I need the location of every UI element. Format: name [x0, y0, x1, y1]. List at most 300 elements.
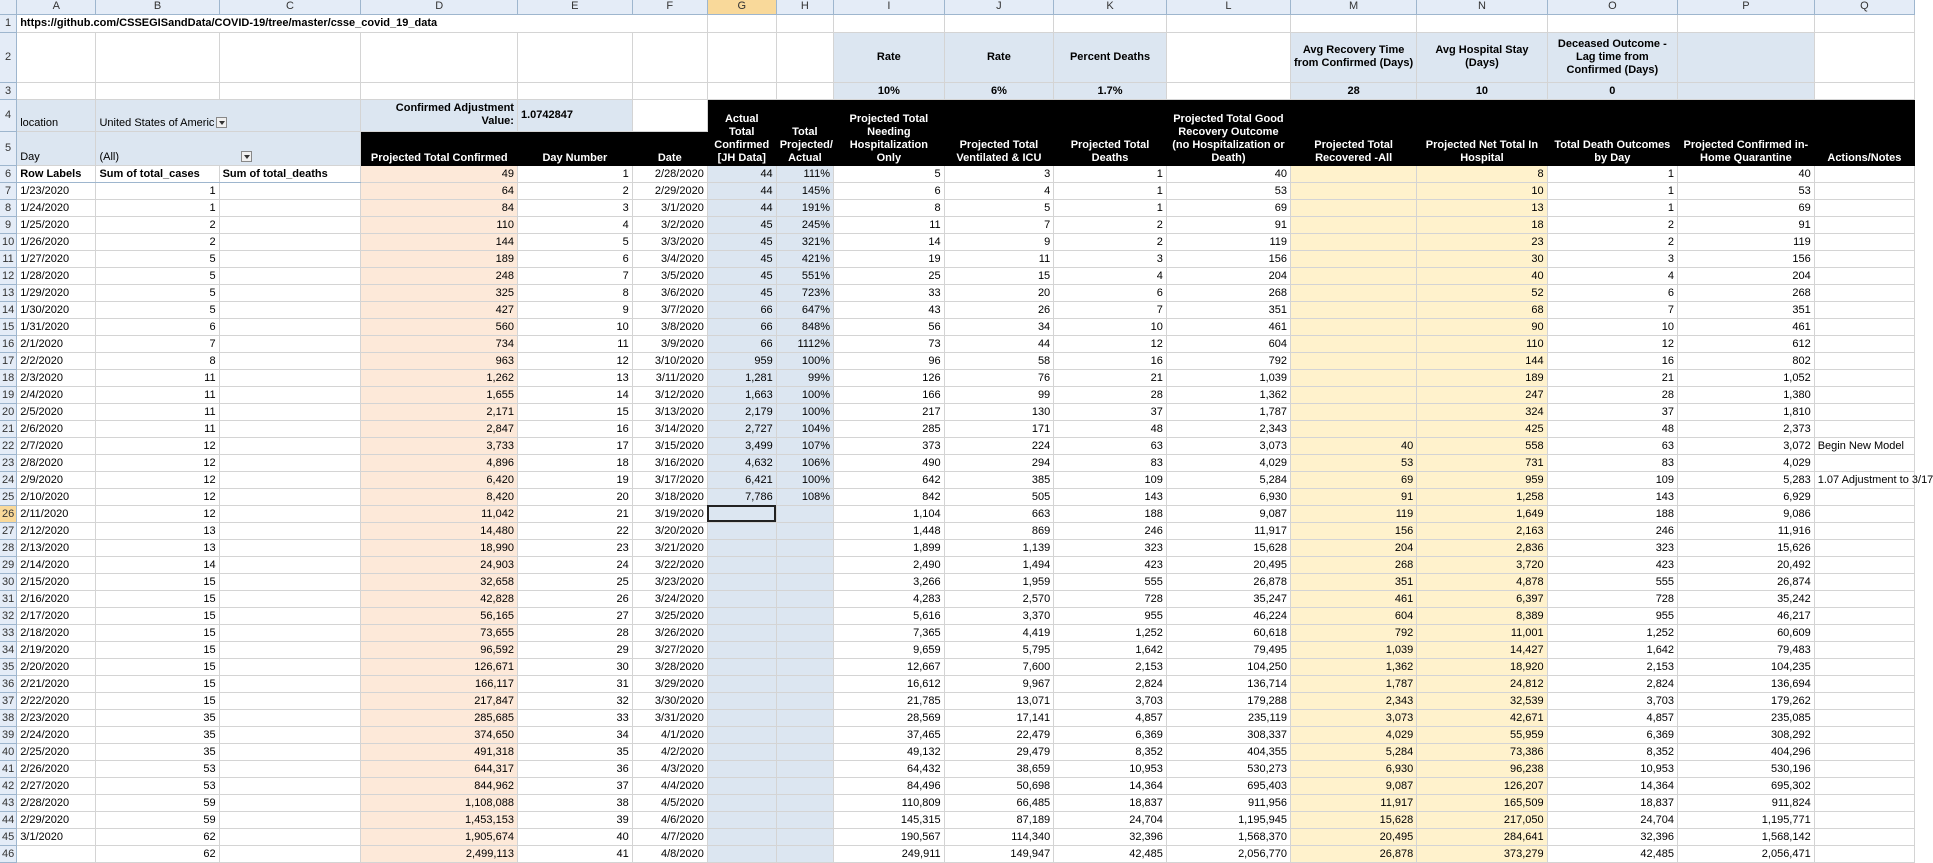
- pivot-total-deaths[interactable]: [219, 522, 361, 539]
- projected-total-confirmed-cell[interactable]: 189: [361, 250, 517, 267]
- total-recovered-cell[interactable]: [1291, 250, 1417, 267]
- pivot-header-row-labels[interactable]: Row Labels: [17, 165, 96, 182]
- row-header[interactable]: 46: [0, 845, 17, 862]
- net-in-hospital-cell[interactable]: 52: [1417, 284, 1547, 301]
- row-header[interactable]: 33: [0, 624, 17, 641]
- projected-total-confirmed-cell[interactable]: 844,962: [361, 777, 517, 794]
- pivot-total-cases[interactable]: 35: [96, 709, 219, 726]
- actual-total-confirmed-cell[interactable]: 959: [707, 352, 776, 369]
- total-recovered-cell[interactable]: 26,878: [1291, 845, 1417, 862]
- net-in-hospital-cell[interactable]: 10: [1417, 182, 1547, 199]
- net-in-hospital-cell[interactable]: 24,812: [1417, 675, 1547, 692]
- good-recovery-cell[interactable]: 1,568,370: [1166, 828, 1290, 845]
- projected-deaths-cell[interactable]: 63: [1054, 437, 1167, 454]
- ventilated-icu-cell[interactable]: 9,967: [944, 675, 1054, 692]
- net-in-hospital-cell[interactable]: 1,649: [1417, 505, 1547, 522]
- pivot-header-total-deaths[interactable]: Sum of total_deaths: [219, 165, 361, 182]
- in-home-quarantine-cell[interactable]: 15,626: [1678, 539, 1815, 556]
- total-recovered-cell[interactable]: 119: [1291, 505, 1417, 522]
- ventilated-icu-cell[interactable]: 11: [944, 250, 1054, 267]
- projected-actual-ratio-cell[interactable]: [776, 845, 833, 862]
- actions-notes-cell[interactable]: [1814, 522, 1914, 539]
- date-cell[interactable]: 2/28/2020: [632, 165, 707, 182]
- ventilated-icu-cell[interactable]: 3,370: [944, 607, 1054, 624]
- row-header[interactable]: 31: [0, 590, 17, 607]
- projected-deaths-cell[interactable]: 1,252: [1054, 624, 1167, 641]
- good-recovery-cell[interactable]: 4,029: [1166, 454, 1290, 471]
- net-in-hospital-cell[interactable]: 110: [1417, 335, 1547, 352]
- projected-deaths-cell[interactable]: 32,396: [1054, 828, 1167, 845]
- pivot-total-deaths[interactable]: [219, 505, 361, 522]
- net-in-hospital-cell[interactable]: 217,050: [1417, 811, 1547, 828]
- death-outcomes-cell[interactable]: 7: [1547, 301, 1677, 318]
- in-home-quarantine-cell[interactable]: 4,029: [1678, 454, 1815, 471]
- date-cell[interactable]: 3/20/2020: [632, 522, 707, 539]
- total-recovered-cell[interactable]: 204: [1291, 539, 1417, 556]
- total-recovered-cell[interactable]: [1291, 284, 1417, 301]
- total-recovered-cell[interactable]: [1291, 318, 1417, 335]
- death-outcomes-cell[interactable]: 18,837: [1547, 794, 1677, 811]
- good-recovery-cell[interactable]: 119: [1166, 233, 1290, 250]
- total-recovered-cell[interactable]: 1,039: [1291, 641, 1417, 658]
- projected-deaths-cell[interactable]: 1,642: [1054, 641, 1167, 658]
- total-recovered-cell[interactable]: 40: [1291, 437, 1417, 454]
- actual-total-confirmed-cell[interactable]: [707, 692, 776, 709]
- needing-hospitalization-cell[interactable]: 49,132: [834, 743, 945, 760]
- good-recovery-cell[interactable]: 35,247: [1166, 590, 1290, 607]
- pivot-row-label[interactable]: 1/26/2020: [17, 233, 96, 250]
- ventilated-icu-cell[interactable]: 76: [944, 369, 1054, 386]
- death-outcomes-cell[interactable]: 728: [1547, 590, 1677, 607]
- death-outcomes-cell[interactable]: 12: [1547, 335, 1677, 352]
- ventilated-icu-cell[interactable]: 505: [944, 488, 1054, 505]
- day-number-cell[interactable]: 27: [517, 607, 632, 624]
- projected-deaths-cell[interactable]: 3: [1054, 250, 1167, 267]
- projected-total-confirmed-cell[interactable]: 2,171: [361, 403, 517, 420]
- pivot-row-label[interactable]: 2/9/2020: [17, 471, 96, 488]
- net-in-hospital-cell[interactable]: 96,238: [1417, 760, 1547, 777]
- net-in-hospital-cell[interactable]: 40: [1417, 267, 1547, 284]
- actions-notes-cell[interactable]: Begin New Model: [1814, 437, 1914, 454]
- row-header[interactable]: 20: [0, 403, 17, 420]
- total-recovered-cell[interactable]: 156: [1291, 522, 1417, 539]
- column-header-g[interactable]: G: [707, 0, 776, 14]
- good-recovery-cell[interactable]: 1,195,945: [1166, 811, 1290, 828]
- actual-total-confirmed-cell[interactable]: 6,421: [707, 471, 776, 488]
- needing-hospitalization-cell[interactable]: 4,283: [834, 590, 945, 607]
- projected-actual-ratio-cell[interactable]: [776, 760, 833, 777]
- in-home-quarantine-cell[interactable]: 204: [1678, 267, 1815, 284]
- date-cell[interactable]: 4/1/2020: [632, 726, 707, 743]
- death-outcomes-cell[interactable]: 323: [1547, 539, 1677, 556]
- projected-total-confirmed-cell[interactable]: 427: [361, 301, 517, 318]
- projected-actual-ratio-cell[interactable]: [776, 794, 833, 811]
- net-in-hospital-cell[interactable]: 30: [1417, 250, 1547, 267]
- projected-actual-ratio-cell[interactable]: 145%: [776, 182, 833, 199]
- pivot-total-deaths[interactable]: [219, 216, 361, 233]
- day-number-cell[interactable]: 2: [517, 182, 632, 199]
- total-recovered-cell[interactable]: 1,787: [1291, 675, 1417, 692]
- projected-deaths-cell[interactable]: 423: [1054, 556, 1167, 573]
- total-recovered-cell[interactable]: 4,029: [1291, 726, 1417, 743]
- pivot-total-deaths[interactable]: [219, 658, 361, 675]
- pivot-total-deaths[interactable]: [219, 692, 361, 709]
- pivot-total-deaths[interactable]: [219, 284, 361, 301]
- good-recovery-cell[interactable]: 1,787: [1166, 403, 1290, 420]
- pivot-row-label[interactable]: 2/15/2020: [17, 573, 96, 590]
- date-cell[interactable]: 3/22/2020: [632, 556, 707, 573]
- good-recovery-cell[interactable]: 3,073: [1166, 437, 1290, 454]
- date-cell[interactable]: 3/18/2020: [632, 488, 707, 505]
- date-cell[interactable]: 3/12/2020: [632, 386, 707, 403]
- pivot-total-deaths[interactable]: [219, 182, 361, 199]
- in-home-quarantine-cell[interactable]: 79,483: [1678, 641, 1815, 658]
- pivot-total-cases[interactable]: 8: [96, 352, 219, 369]
- row-header[interactable]: 14: [0, 301, 17, 318]
- needing-hospitalization-cell[interactable]: 73: [834, 335, 945, 352]
- needing-hospitalization-cell[interactable]: 56: [834, 318, 945, 335]
- date-cell[interactable]: 3/23/2020: [632, 573, 707, 590]
- pivot-total-cases[interactable]: 15: [96, 590, 219, 607]
- ventilated-icu-cell[interactable]: 58: [944, 352, 1054, 369]
- projected-actual-ratio-cell[interactable]: [776, 743, 833, 760]
- pivot-row-label[interactable]: 1/31/2020: [17, 318, 96, 335]
- pivot-total-deaths[interactable]: [219, 590, 361, 607]
- net-in-hospital-cell[interactable]: 23: [1417, 233, 1547, 250]
- needing-hospitalization-cell[interactable]: 5,616: [834, 607, 945, 624]
- total-recovered-cell[interactable]: 5,284: [1291, 743, 1417, 760]
- actions-notes-cell[interactable]: [1814, 590, 1914, 607]
- pivot-total-deaths[interactable]: [219, 454, 361, 471]
- good-recovery-cell[interactable]: 792: [1166, 352, 1290, 369]
- pivot-total-cases[interactable]: 1: [96, 199, 219, 216]
- projected-actual-ratio-cell[interactable]: [776, 692, 833, 709]
- pivot-total-cases[interactable]: 2: [96, 233, 219, 250]
- projected-total-confirmed-cell[interactable]: 96,592: [361, 641, 517, 658]
- in-home-quarantine-cell[interactable]: 5,283: [1678, 471, 1815, 488]
- death-outcomes-cell[interactable]: 955: [1547, 607, 1677, 624]
- needing-hospitalization-cell[interactable]: 249,911: [834, 845, 945, 862]
- projected-total-confirmed-cell[interactable]: 42,828: [361, 590, 517, 607]
- projected-total-confirmed-cell[interactable]: 325: [361, 284, 517, 301]
- projected-deaths-cell[interactable]: 8,352: [1054, 743, 1167, 760]
- actions-notes-cell[interactable]: [1814, 352, 1914, 369]
- actual-total-confirmed-cell[interactable]: 45: [707, 250, 776, 267]
- pivot-total-cases[interactable]: 15: [96, 573, 219, 590]
- row-header[interactable]: 40: [0, 743, 17, 760]
- death-outcomes-cell[interactable]: 1,642: [1547, 641, 1677, 658]
- date-cell[interactable]: 3/17/2020: [632, 471, 707, 488]
- projected-actual-ratio-cell[interactable]: [776, 726, 833, 743]
- pivot-total-deaths[interactable]: [219, 386, 361, 403]
- icu-rate-value[interactable]: 6%: [944, 82, 1054, 99]
- ventilated-icu-cell[interactable]: 9: [944, 233, 1054, 250]
- actual-total-confirmed-cell[interactable]: [707, 539, 776, 556]
- projected-actual-ratio-cell[interactable]: 421%: [776, 250, 833, 267]
- total-recovered-cell[interactable]: 3,073: [1291, 709, 1417, 726]
- good-recovery-cell[interactable]: 404,355: [1166, 743, 1290, 760]
- net-in-hospital-cell[interactable]: 55,959: [1417, 726, 1547, 743]
- projected-actual-ratio-cell[interactable]: 321%: [776, 233, 833, 250]
- in-home-quarantine-cell[interactable]: 2,056,471: [1678, 845, 1815, 862]
- total-recovered-cell[interactable]: 69: [1291, 471, 1417, 488]
- total-recovered-cell[interactable]: 53: [1291, 454, 1417, 471]
- filter-dropdown-icon[interactable]: [216, 117, 227, 128]
- net-in-hospital-cell[interactable]: 425: [1417, 420, 1547, 437]
- net-in-hospital-cell[interactable]: 3,720: [1417, 556, 1547, 573]
- day-number-cell[interactable]: 22: [517, 522, 632, 539]
- date-cell[interactable]: 3/1/2020: [632, 199, 707, 216]
- pivot-total-cases[interactable]: 5: [96, 250, 219, 267]
- day-number-cell[interactable]: 5: [517, 233, 632, 250]
- pivot-total-cases[interactable]: 5: [96, 301, 219, 318]
- projected-deaths-cell[interactable]: 555: [1054, 573, 1167, 590]
- row-header[interactable]: 13: [0, 284, 17, 301]
- pivot-row-label[interactable]: 2/2/2020: [17, 352, 96, 369]
- needing-hospitalization-cell[interactable]: 28,569: [834, 709, 945, 726]
- total-recovered-cell[interactable]: 792: [1291, 624, 1417, 641]
- pivot-total-cases[interactable]: 15: [96, 624, 219, 641]
- pivot-total-cases[interactable]: 12: [96, 488, 219, 505]
- in-home-quarantine-cell[interactable]: 308,292: [1678, 726, 1815, 743]
- actions-notes-cell[interactable]: [1814, 403, 1914, 420]
- projected-actual-ratio-cell[interactable]: 108%: [776, 488, 833, 505]
- needing-hospitalization-cell[interactable]: 145,315: [834, 811, 945, 828]
- cell[interactable]: [517, 32, 632, 82]
- net-in-hospital-cell[interactable]: 373,279: [1417, 845, 1547, 862]
- cell[interactable]: [707, 82, 776, 99]
- in-home-quarantine-cell[interactable]: 156: [1678, 250, 1815, 267]
- projected-deaths-cell[interactable]: 10: [1054, 318, 1167, 335]
- row-header[interactable]: 19: [0, 386, 17, 403]
- projected-total-confirmed-cell[interactable]: 734: [361, 335, 517, 352]
- pivot-row-label[interactable]: 2/23/2020: [17, 709, 96, 726]
- in-home-quarantine-cell[interactable]: 1,810: [1678, 403, 1815, 420]
- actions-notes-cell[interactable]: [1814, 573, 1914, 590]
- cell[interactable]: [361, 32, 517, 82]
- net-in-hospital-cell[interactable]: 126,207: [1417, 777, 1547, 794]
- projected-total-confirmed-cell[interactable]: 73,655: [361, 624, 517, 641]
- ventilated-icu-cell[interactable]: 29,479: [944, 743, 1054, 760]
- cell[interactable]: [1814, 14, 1914, 32]
- header-total-projected-actual[interactable]: Total Projected/ Actual: [776, 99, 833, 165]
- pivot-row-label[interactable]: 2/16/2020: [17, 590, 96, 607]
- projected-actual-ratio-cell[interactable]: 100%: [776, 352, 833, 369]
- header-projected-total-confirmed[interactable]: Projected Total Confirmed: [361, 131, 517, 165]
- actual-total-confirmed-cell[interactable]: [707, 505, 776, 522]
- actions-notes-cell[interactable]: [1814, 709, 1914, 726]
- good-recovery-cell[interactable]: 695,403: [1166, 777, 1290, 794]
- projected-total-confirmed-cell[interactable]: 2,499,113: [361, 845, 517, 862]
- pivot-total-cases[interactable]: 5: [96, 267, 219, 284]
- pivot-total-deaths[interactable]: [219, 743, 361, 760]
- ventilated-icu-cell[interactable]: 50,698: [944, 777, 1054, 794]
- death-outcomes-cell[interactable]: 21: [1547, 369, 1677, 386]
- date-cell[interactable]: 4/6/2020: [632, 811, 707, 828]
- pivot-row-label[interactable]: 2/26/2020: [17, 760, 96, 777]
- needing-hospitalization-cell[interactable]: 6: [834, 182, 945, 199]
- cell[interactable]: [1814, 82, 1914, 99]
- projected-actual-ratio-cell[interactable]: 100%: [776, 471, 833, 488]
- actions-notes-cell[interactable]: [1814, 505, 1914, 522]
- net-in-hospital-cell[interactable]: 42,671: [1417, 709, 1547, 726]
- source-url-cell[interactable]: https://github.com/CSSEGISandData/COVID-19/tree/master/csse_covid_19_data: [17, 14, 708, 32]
- projected-total-confirmed-cell[interactable]: 1,108,088: [361, 794, 517, 811]
- ventilated-icu-cell[interactable]: 7: [944, 216, 1054, 233]
- projected-actual-ratio-cell[interactable]: [776, 590, 833, 607]
- projected-deaths-cell[interactable]: 6,369: [1054, 726, 1167, 743]
- actions-notes-cell[interactable]: [1814, 692, 1914, 709]
- total-recovered-cell[interactable]: [1291, 216, 1417, 233]
- pivot-total-cases[interactable]: 59: [96, 811, 219, 828]
- projected-total-confirmed-cell[interactable]: 14,480: [361, 522, 517, 539]
- day-number-cell[interactable]: 10: [517, 318, 632, 335]
- projected-total-confirmed-cell[interactable]: 285,685: [361, 709, 517, 726]
- good-recovery-cell[interactable]: 204: [1166, 267, 1290, 284]
- day-number-cell[interactable]: 7: [517, 267, 632, 284]
- header-actions-notes[interactable]: Actions/Notes: [1814, 99, 1914, 165]
- ventilated-icu-cell[interactable]: 7,600: [944, 658, 1054, 675]
- in-home-quarantine-cell[interactable]: 136,694: [1678, 675, 1815, 692]
- death-outcomes-cell[interactable]: 1: [1547, 165, 1677, 182]
- net-in-hospital-cell[interactable]: 68: [1417, 301, 1547, 318]
- good-recovery-cell[interactable]: 530,273: [1166, 760, 1290, 777]
- actual-total-confirmed-cell[interactable]: [707, 556, 776, 573]
- pivot-row-label[interactable]: 2/21/2020: [17, 675, 96, 692]
- ventilated-icu-cell[interactable]: 44: [944, 335, 1054, 352]
- ventilated-icu-cell[interactable]: 5: [944, 199, 1054, 216]
- projected-total-confirmed-cell[interactable]: 248: [361, 267, 517, 284]
- pivot-total-deaths[interactable]: [219, 709, 361, 726]
- in-home-quarantine-cell[interactable]: 35,242: [1678, 590, 1815, 607]
- date-cell[interactable]: 3/27/2020: [632, 641, 707, 658]
- cell[interactable]: [1547, 14, 1677, 32]
- net-in-hospital-cell[interactable]: 189: [1417, 369, 1547, 386]
- row-header[interactable]: 23: [0, 454, 17, 471]
- good-recovery-cell[interactable]: 351: [1166, 301, 1290, 318]
- in-home-quarantine-cell[interactable]: 612: [1678, 335, 1815, 352]
- actual-total-confirmed-cell[interactable]: [707, 811, 776, 828]
- actions-notes-cell[interactable]: [1814, 675, 1914, 692]
- pivot-total-cases[interactable]: 11: [96, 386, 219, 403]
- row-header[interactable]: 26: [0, 505, 17, 522]
- actions-notes-cell[interactable]: [1814, 607, 1914, 624]
- pivot-row-label[interactable]: 2/5/2020: [17, 403, 96, 420]
- actions-notes-cell[interactable]: [1814, 743, 1914, 760]
- actual-total-confirmed-cell[interactable]: [707, 845, 776, 862]
- death-outcomes-cell[interactable]: 4,857: [1547, 709, 1677, 726]
- row-header[interactable]: 37: [0, 692, 17, 709]
- pivot-total-cases[interactable]: 12: [96, 454, 219, 471]
- pivot-row-label[interactable]: 2/18/2020: [17, 624, 96, 641]
- pivot-total-cases[interactable]: 15: [96, 658, 219, 675]
- death-outcomes-cell[interactable]: 188: [1547, 505, 1677, 522]
- projected-total-confirmed-cell[interactable]: 56,165: [361, 607, 517, 624]
- pivot-total-cases[interactable]: 11: [96, 420, 219, 437]
- good-recovery-cell[interactable]: 9,087: [1166, 505, 1290, 522]
- good-recovery-cell[interactable]: 11,917: [1166, 522, 1290, 539]
- cell[interactable]: [632, 99, 707, 131]
- actions-notes-cell[interactable]: [1814, 216, 1914, 233]
- projected-deaths-cell[interactable]: 3,703: [1054, 692, 1167, 709]
- ventilated-icu-cell[interactable]: 869: [944, 522, 1054, 539]
- total-recovered-cell[interactable]: [1291, 352, 1417, 369]
- cell[interactable]: [1054, 14, 1167, 32]
- projected-actual-ratio-cell[interactable]: 99%: [776, 369, 833, 386]
- projected-deaths-cell[interactable]: 188: [1054, 505, 1167, 522]
- actual-total-confirmed-cell[interactable]: 45: [707, 284, 776, 301]
- projected-deaths-cell[interactable]: 48: [1054, 420, 1167, 437]
- day-number-cell[interactable]: 15: [517, 403, 632, 420]
- row-header[interactable]: 27: [0, 522, 17, 539]
- net-in-hospital-cell[interactable]: 32,539: [1417, 692, 1547, 709]
- projected-deaths-cell[interactable]: 37: [1054, 403, 1167, 420]
- good-recovery-cell[interactable]: 136,714: [1166, 675, 1290, 692]
- projected-total-confirmed-cell[interactable]: 374,650: [361, 726, 517, 743]
- pivot-total-deaths[interactable]: [219, 403, 361, 420]
- ventilated-icu-cell[interactable]: 2,570: [944, 590, 1054, 607]
- actual-total-confirmed-cell[interactable]: [707, 709, 776, 726]
- pivot-row-label[interactable]: 2/8/2020: [17, 454, 96, 471]
- good-recovery-cell[interactable]: 20,495: [1166, 556, 1290, 573]
- cell[interactable]: [1678, 32, 1815, 82]
- total-recovered-cell[interactable]: 6,930: [1291, 760, 1417, 777]
- net-in-hospital-cell[interactable]: 18: [1417, 216, 1547, 233]
- header-date[interactable]: Date: [632, 131, 707, 165]
- header-total-death-outcomes[interactable]: Total Death Outcomes by Day: [1547, 99, 1677, 165]
- ventilated-icu-cell[interactable]: 20: [944, 284, 1054, 301]
- actual-total-confirmed-cell[interactable]: [707, 658, 776, 675]
- pivot-row-label[interactable]: 2/11/2020: [17, 505, 96, 522]
- total-recovered-cell[interactable]: 604: [1291, 607, 1417, 624]
- ventilated-icu-cell[interactable]: 38,659: [944, 760, 1054, 777]
- needing-hospitalization-cell[interactable]: 3,266: [834, 573, 945, 590]
- net-in-hospital-cell[interactable]: 144: [1417, 352, 1547, 369]
- hospitalization-rate-label[interactable]: Rate: [834, 32, 945, 82]
- day-number-cell[interactable]: 40: [517, 828, 632, 845]
- in-home-quarantine-cell[interactable]: 268: [1678, 284, 1815, 301]
- date-cell[interactable]: 3/29/2020: [632, 675, 707, 692]
- in-home-quarantine-cell[interactable]: 911,824: [1678, 794, 1815, 811]
- cell[interactable]: [517, 82, 632, 99]
- pivot-total-deaths[interactable]: [219, 624, 361, 641]
- day-number-cell[interactable]: 6: [517, 250, 632, 267]
- actual-total-confirmed-cell[interactable]: [707, 641, 776, 658]
- total-recovered-cell[interactable]: 268: [1291, 556, 1417, 573]
- actions-notes-cell[interactable]: [1814, 641, 1914, 658]
- needing-hospitalization-cell[interactable]: 2,490: [834, 556, 945, 573]
- pivot-row-label[interactable]: 2/17/2020: [17, 607, 96, 624]
- pivot-total-deaths[interactable]: [219, 539, 361, 556]
- ventilated-icu-cell[interactable]: 4: [944, 182, 1054, 199]
- ventilated-icu-cell[interactable]: 66,485: [944, 794, 1054, 811]
- day-number-cell[interactable]: 16: [517, 420, 632, 437]
- pivot-total-cases[interactable]: 13: [96, 539, 219, 556]
- good-recovery-cell[interactable]: 104,250: [1166, 658, 1290, 675]
- pivot-total-deaths[interactable]: [219, 437, 361, 454]
- projected-actual-ratio-cell[interactable]: [776, 641, 833, 658]
- pivot-total-deaths[interactable]: [219, 352, 361, 369]
- pivot-row-label[interactable]: 1/28/2020: [17, 267, 96, 284]
- actual-total-confirmed-cell[interactable]: 7,786: [707, 488, 776, 505]
- day-number-cell[interactable]: 38: [517, 794, 632, 811]
- in-home-quarantine-cell[interactable]: 11,916: [1678, 522, 1815, 539]
- row-header[interactable]: 5: [0, 131, 17, 165]
- date-cell[interactable]: 2/29/2020: [632, 182, 707, 199]
- in-home-quarantine-cell[interactable]: 802: [1678, 352, 1815, 369]
- needing-hospitalization-cell[interactable]: 19: [834, 250, 945, 267]
- pivot-total-deaths[interactable]: [219, 573, 361, 590]
